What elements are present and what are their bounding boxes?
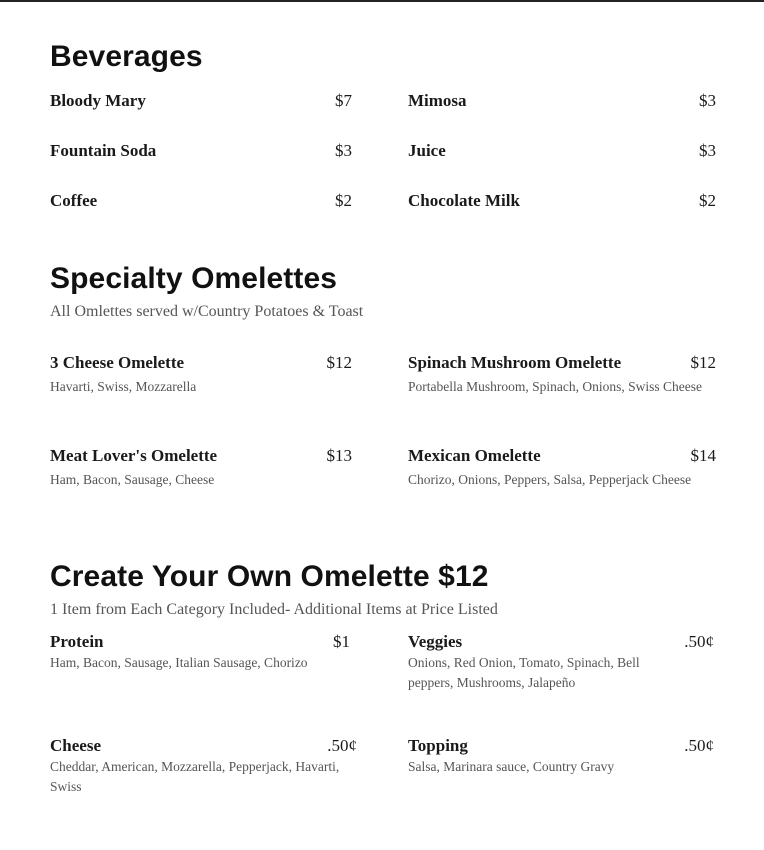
item-description: Salsa, Marinara sauce, Country Gravy [408, 759, 615, 774]
item-description: Portabella Mushroom, Spinach, Onions, Swiss Cheese [408, 379, 702, 394]
item-name: Juice [408, 141, 446, 160]
item-price: $2 [699, 191, 716, 210]
item-price: .50¢ [327, 736, 357, 755]
item-name: Mimosa [408, 91, 467, 110]
item-name: Mexican Omelette [408, 446, 541, 465]
item-price: $14 [690, 446, 716, 465]
item-price: $3 [699, 141, 716, 160]
item-price: $3 [335, 141, 352, 160]
specialty-subtitle: All Omlettes served w/Country Potatoes & Toast [50, 303, 364, 320]
create-heading: Create Your Own Omelette $12 [50, 560, 489, 593]
item-price: $13 [326, 446, 352, 465]
item-price: .50¢ [684, 736, 714, 755]
item-name: Protein [50, 632, 104, 651]
item-description: Ham, Bacon, Sausage, Cheese [50, 472, 215, 487]
item-description: Chorizo, Onions, Peppers, Salsa, Pepperjack Cheese [408, 472, 692, 487]
item-name: 3 Cheese Omelette [50, 353, 185, 372]
item-description: Onions, Red Onion, Tomato, Spinach, Bell peppers, Mushrooms, Jalapeño [408, 655, 640, 690]
item-name: Bloody Mary [50, 91, 146, 110]
top-border-line [0, 0, 764, 2]
item-name: Spinach Mushroom Omelette [408, 353, 622, 372]
item-price: $7 [335, 91, 352, 110]
item-name: Meat Lover's Omelette [50, 446, 218, 465]
item-price: $2 [335, 191, 352, 210]
item-price: $1 [333, 632, 350, 651]
item-description: Cheddar, American, Mozzarella, Pepperjack, Havarti, Swiss [50, 759, 340, 794]
create-subtitle: 1 Item from Each Category Included- Additional Items at Price Listed [50, 601, 498, 618]
item-price: .50¢ [684, 632, 714, 651]
item-price: $3 [699, 91, 716, 110]
item-name: Veggies [408, 632, 463, 651]
item-price: $12 [326, 353, 352, 372]
item-description: Ham, Bacon, Sausage, Italian Sausage, Chorizo [50, 655, 308, 670]
specialty-heading: Specialty Omelettes [50, 262, 338, 295]
item-name: Chocolate Milk [408, 191, 520, 210]
item-name: Topping [408, 736, 468, 755]
item-name: Coffee [50, 191, 98, 210]
item-description: Havarti, Swiss, Mozzarella [50, 379, 197, 394]
item-name: Fountain Soda [50, 141, 157, 160]
item-name: Cheese [50, 736, 101, 755]
beverages-heading: Beverages [50, 40, 203, 73]
item-price: $12 [690, 353, 716, 372]
